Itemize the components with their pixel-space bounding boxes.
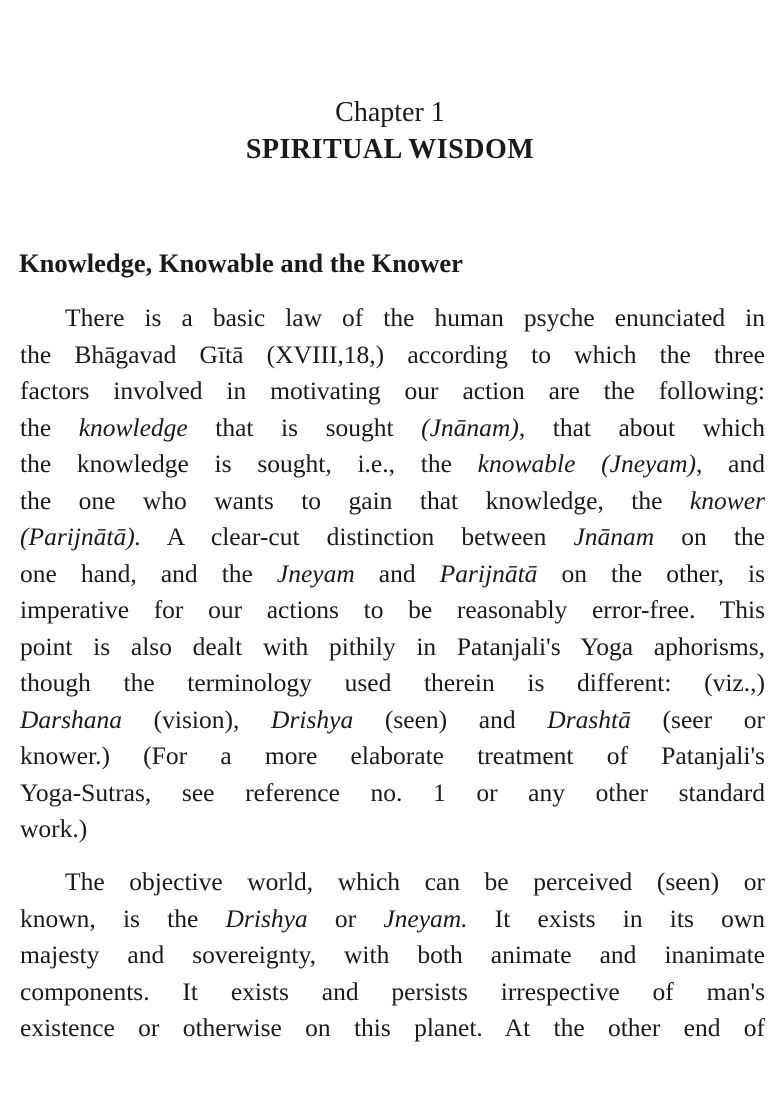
text-line: [20, 592, 765, 629]
italic-term: Jneyam.: [383, 903, 468, 933]
text-line: [20, 937, 765, 974]
text-line: [20, 665, 765, 702]
text-line: [20, 702, 765, 739]
text-line: [20, 446, 765, 483]
text-segment: The objective world, which can be perceived (seen) or: [65, 867, 765, 896]
italic-term: Parijnātā: [439, 558, 538, 588]
text-segment: one hand, and the: [20, 558, 277, 588]
text-segment: though the terminology used therein is different: (viz.,): [20, 668, 765, 697]
text-segment: imperative for our actions to be reasonably error-free. This: [20, 595, 765, 624]
text-segment: the: [20, 412, 79, 442]
italic-term: (Jnānam): [421, 412, 519, 442]
text-line: [20, 373, 765, 410]
paragraph-2: [20, 864, 765, 1047]
text-segment: or: [307, 903, 384, 933]
italic-term: knower: [689, 485, 765, 515]
italic-term: Jneyam: [276, 558, 355, 588]
italic-term: Drishya: [225, 903, 308, 933]
text-segment: A clear-cut distinction between: [141, 522, 574, 551]
text-line: [20, 864, 765, 901]
text-segment: knower.) (For a more elaborate treatment of Patanjali's: [20, 741, 765, 770]
text-line: [20, 337, 765, 374]
text-segment: the one who wants to gain that knowledge, the: [20, 485, 690, 515]
text-line: [20, 629, 765, 666]
text-segment: , that about which: [518, 412, 765, 442]
text-segment: It exists in its own: [467, 903, 765, 933]
chapter-title: SPIRITUAL WISDOM: [245, 134, 535, 165]
text-line: [20, 483, 765, 520]
text-segment: components. It exists and persists irrespective of man's: [20, 976, 765, 1006]
text-segment: that is sought: [187, 412, 422, 442]
paragraph-1: [20, 300, 765, 848]
text-segment: (seen) and: [353, 704, 548, 734]
chapter-label: Chapter 1: [335, 97, 445, 128]
italic-term: Darshana: [20, 704, 123, 734]
italic-term: (Jneyam): [601, 449, 697, 478]
text-line: [20, 410, 765, 447]
text-segment: [575, 449, 601, 478]
text-line: [20, 300, 765, 337]
text-segment: on the other, is: [537, 558, 765, 588]
text-segment: on the: [654, 522, 765, 551]
text-line: [20, 811, 765, 848]
text-segment: known, is the: [20, 903, 226, 933]
text-line: [20, 738, 765, 775]
text-segment: (vision),: [122, 704, 272, 734]
text-segment: work.): [20, 814, 88, 843]
italic-term: Drashtā: [547, 704, 631, 734]
text-segment: (seer or: [630, 704, 765, 734]
text-segment: and: [354, 558, 440, 588]
section-heading: Knowledge, Knowable and the Knower: [19, 248, 463, 278]
italic-term: knowable: [477, 449, 576, 478]
text-line: [20, 519, 765, 556]
text-segment: existence or otherwise on this planet. At the other end of: [20, 1013, 765, 1042]
text-segment: There is a basic law of the human psyche enunciated in: [65, 303, 765, 332]
text-line: [20, 775, 765, 812]
text-segment: Yoga-Sutras, see reference no. 1 or any other standard: [20, 777, 765, 807]
text-line: [20, 556, 765, 593]
text-segment: , and: [696, 449, 765, 478]
text-line: [20, 1010, 765, 1047]
text-segment: the knowledge is sought, i.e., the: [20, 449, 478, 478]
italic-term: knowledge: [78, 412, 188, 442]
text-segment: factors involved in motivating our action are the following:: [20, 376, 765, 405]
text-line: [20, 974, 765, 1011]
text-segment: majesty and sovereignty, with both animate and inanimate: [20, 940, 765, 969]
text-segment: the Bhāgavad Gītā (XVIII,18,) according to which the three: [20, 339, 765, 369]
italic-term: Jnānam: [573, 522, 655, 551]
italic-term: Drishya: [271, 704, 354, 734]
text-line: [20, 901, 765, 938]
text-segment: point is also dealt with pithily in Patanjali's Yoga aphorisms,: [20, 631, 765, 661]
italic-term: (Parijnātā).: [20, 522, 142, 551]
